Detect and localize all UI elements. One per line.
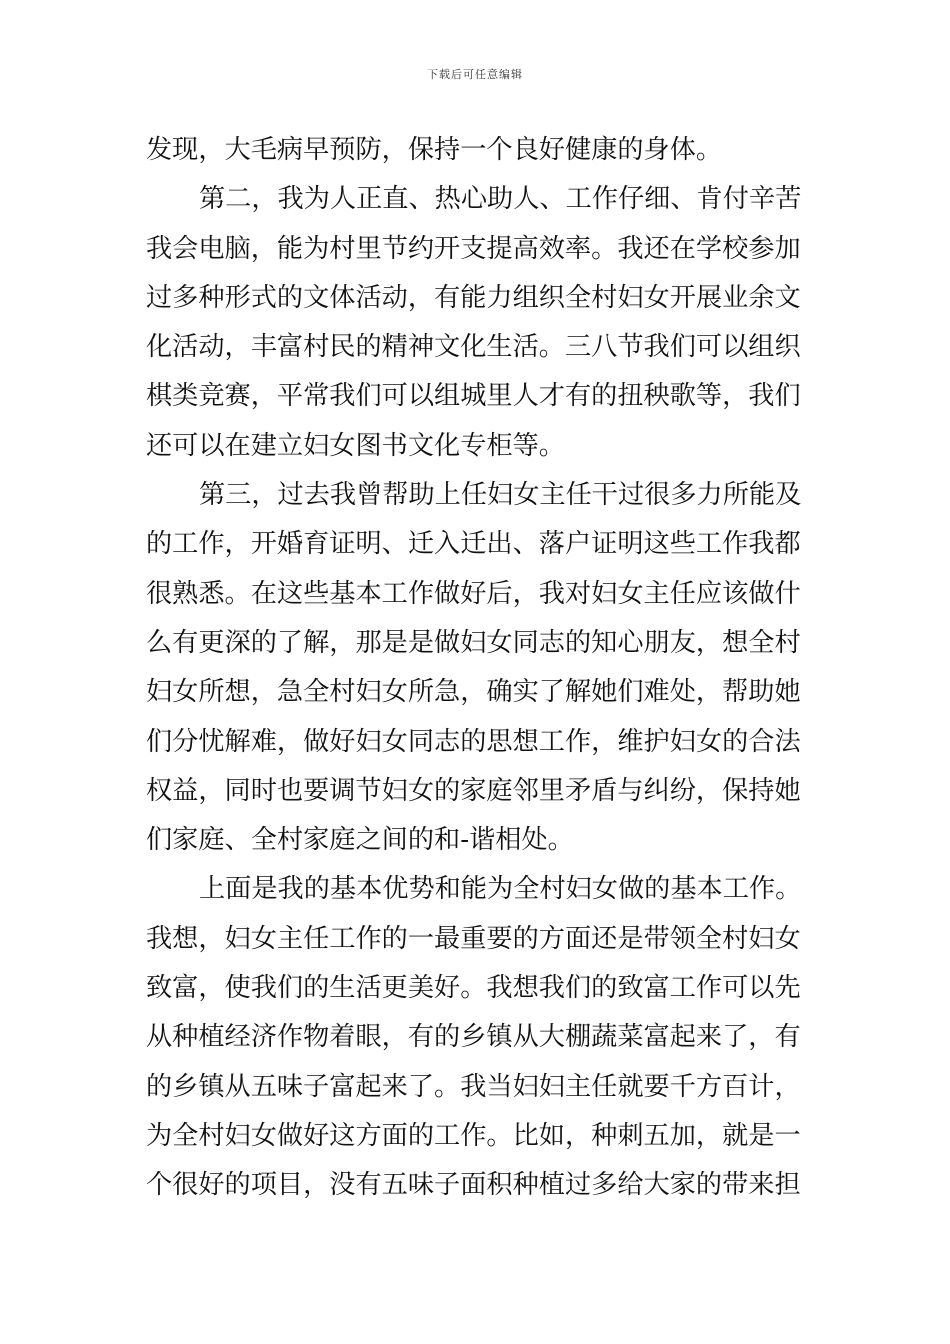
text-line: 化活动，丰富村民的精神文化生活。三八节我们可以组织 xyxy=(146,332,801,363)
text-line: 发现，大毛病早预防，保持一个良好健康的身体。 xyxy=(146,135,723,165)
text-line: 上面是我的基本优势和能为全村妇女做的基本工作。 xyxy=(199,874,802,905)
text-line: 很熟悉。在这些基本工作做好后，我对妇女主任应该做什 xyxy=(146,578,801,609)
text-line: 们家庭、全村家庭之间的和-谐相处。 xyxy=(146,825,574,856)
text-line: 么有更深的了解，那是是做妇女同志的知心朋友，想全村 xyxy=(146,627,801,658)
page-header: 下载后可任意编辑 xyxy=(427,68,523,81)
text-line: 第三，过去我曾帮助上任妇女主任干过很多力所能及 xyxy=(199,480,802,511)
text-line: 个很好的项目，没有五味子面积种植过多给大家的带来担 xyxy=(146,1170,801,1201)
text-line: 权益，同时也要调节妇女的家庭邻里矛盾与纠纷，保持她 xyxy=(146,775,801,806)
text-line: 过多种形式的文体活动，有能力组织全村妇女开展业余文 xyxy=(146,282,801,313)
text-line: 为全村妇女做好这方面的工作。比如，种刺五加，就是一 xyxy=(146,1120,801,1151)
text-line: 棋类竞赛，平常我们可以组城里人才有的扭秧歌等，我们 xyxy=(146,381,801,412)
text-line: 的工作，开婚育证明、迁入迁出、落户证明这些工作我都 xyxy=(146,529,801,560)
text-line: 第二，我为人正直、热心助人、工作仔细、肯付辛苦 xyxy=(199,184,802,215)
text-line: 我想，妇女主任工作的一最重要的方面还是带领全村妇女 xyxy=(146,923,801,954)
text-line: 从种植经济作物着眼，有的乡镇从大棚蔬菜富起来了，有 xyxy=(146,1022,801,1053)
text-line: 还可以在建立妇女图书文化专柜等。 xyxy=(146,430,565,461)
text-line: 致富，使我们的生活更美好。我想我们的致富工作可以先 xyxy=(146,973,801,1004)
text-line: 们分忧解难，做好妇女同志的思想工作，维护妇女的合法 xyxy=(146,726,801,757)
text-line: 的乡镇从五味子富起来了。我当妇妇主任就要千方百计， xyxy=(146,1071,801,1102)
text-line: 妇女所想，急全村妇女所急，确实了解她们难处，帮助她 xyxy=(146,677,801,708)
text-line: 我会电脑，能为村里节约开支提高效率。我还在学校参加 xyxy=(146,233,801,264)
document-body xyxy=(146,126,808,1211)
